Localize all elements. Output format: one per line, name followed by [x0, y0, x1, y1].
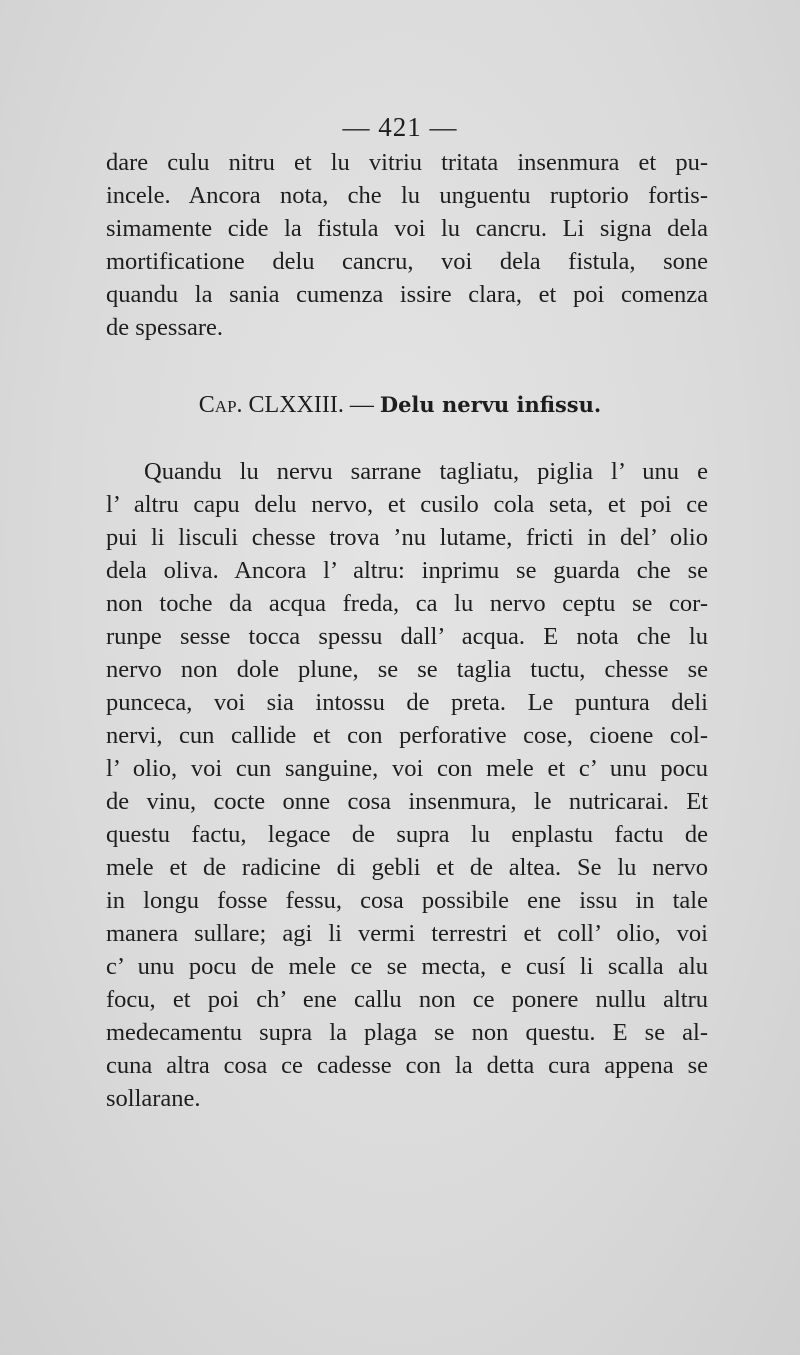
text-line: l’ altru capu delu nervo, et cusilo cola seta, et poi ce	[106, 491, 708, 518]
text-line: sollarane.	[106, 1085, 201, 1112]
text-line: de spessare.	[106, 314, 224, 341]
text-line: nervo non dole plune, se se taglia tuctu, chesse se	[106, 656, 708, 683]
text-line: cuna altra cosa ce cadesse con la detta cura appena se	[106, 1052, 708, 1079]
text-line: incele. Ancora nota, che lu unguentu ruptorio fortis-	[106, 182, 708, 209]
text-line: mele et de radicine di gebli et de altea. Se lu nervo	[106, 854, 708, 881]
text-line: runpe sesse tocca spessu dall’ acqua. E nota che lu	[106, 623, 708, 650]
text-line: mortificatione delu cancru, voi dela fistula, sone	[106, 248, 708, 275]
text-line: quandu la sania cumenza issire clara, et poi comenza	[106, 281, 708, 308]
chapter-title: Delu nervu infissu.	[379, 392, 602, 417]
text-line: simamente cide la fistula voi lu cancru. Li signa dela	[106, 215, 708, 242]
chapter-paragraph	[106, 455, 708, 1115]
text-line: dare culu nitru et lu vitriu tritata insenmura et pu-	[106, 149, 708, 176]
text-line: c’ unu pocu de mele ce se mecta, e cusí li scalla alu	[106, 953, 708, 980]
paragraph-continuation	[106, 146, 708, 344]
page-number: — 421 —	[342, 112, 458, 142]
text-line: focu, et poi ch’ ene callu non ce ponere nullu altru	[106, 986, 708, 1013]
text-line: pui li lisculi chesse trova ’nu lutame, fricti in del’ olio	[106, 524, 708, 551]
text-line: medecamentu supra la plaga se non questu. E se al-	[106, 1019, 708, 1046]
text-line: manera sullare; agi li vermi terrestri et coll’ olio, voi	[106, 920, 708, 947]
text-line: in longu fosse fessu, cosa possibile ene issu in tale	[106, 887, 708, 914]
text-line: punceca, voi sia intossu de preta. Le puntura deli	[106, 689, 708, 716]
chapter-heading	[0, 392, 800, 419]
text-line: nervi, cun callide et con perforative cose, cioene col-	[106, 722, 708, 749]
text-line: non toche da acqua freda, ca lu nervo ceptu se cor-	[106, 590, 708, 617]
text-line: dela oliva. Ancora l’ altru: inprimu se guarda che se	[106, 557, 708, 584]
text-line: de vinu, cocte onne cosa insenmura, le nutricarai. Et	[106, 788, 708, 815]
text-line: Quandu lu nervu sarrane tagliatu, piglia l’ unu e	[144, 458, 708, 485]
text-line: l’ olio, voi cun sanguine, voi con mele et c’ unu pocu	[106, 755, 708, 782]
chapter-number: Cap. CLXXIII. —	[198, 392, 374, 418]
text-line: questu factu, legace de supra lu enplastu factu de	[106, 821, 708, 848]
